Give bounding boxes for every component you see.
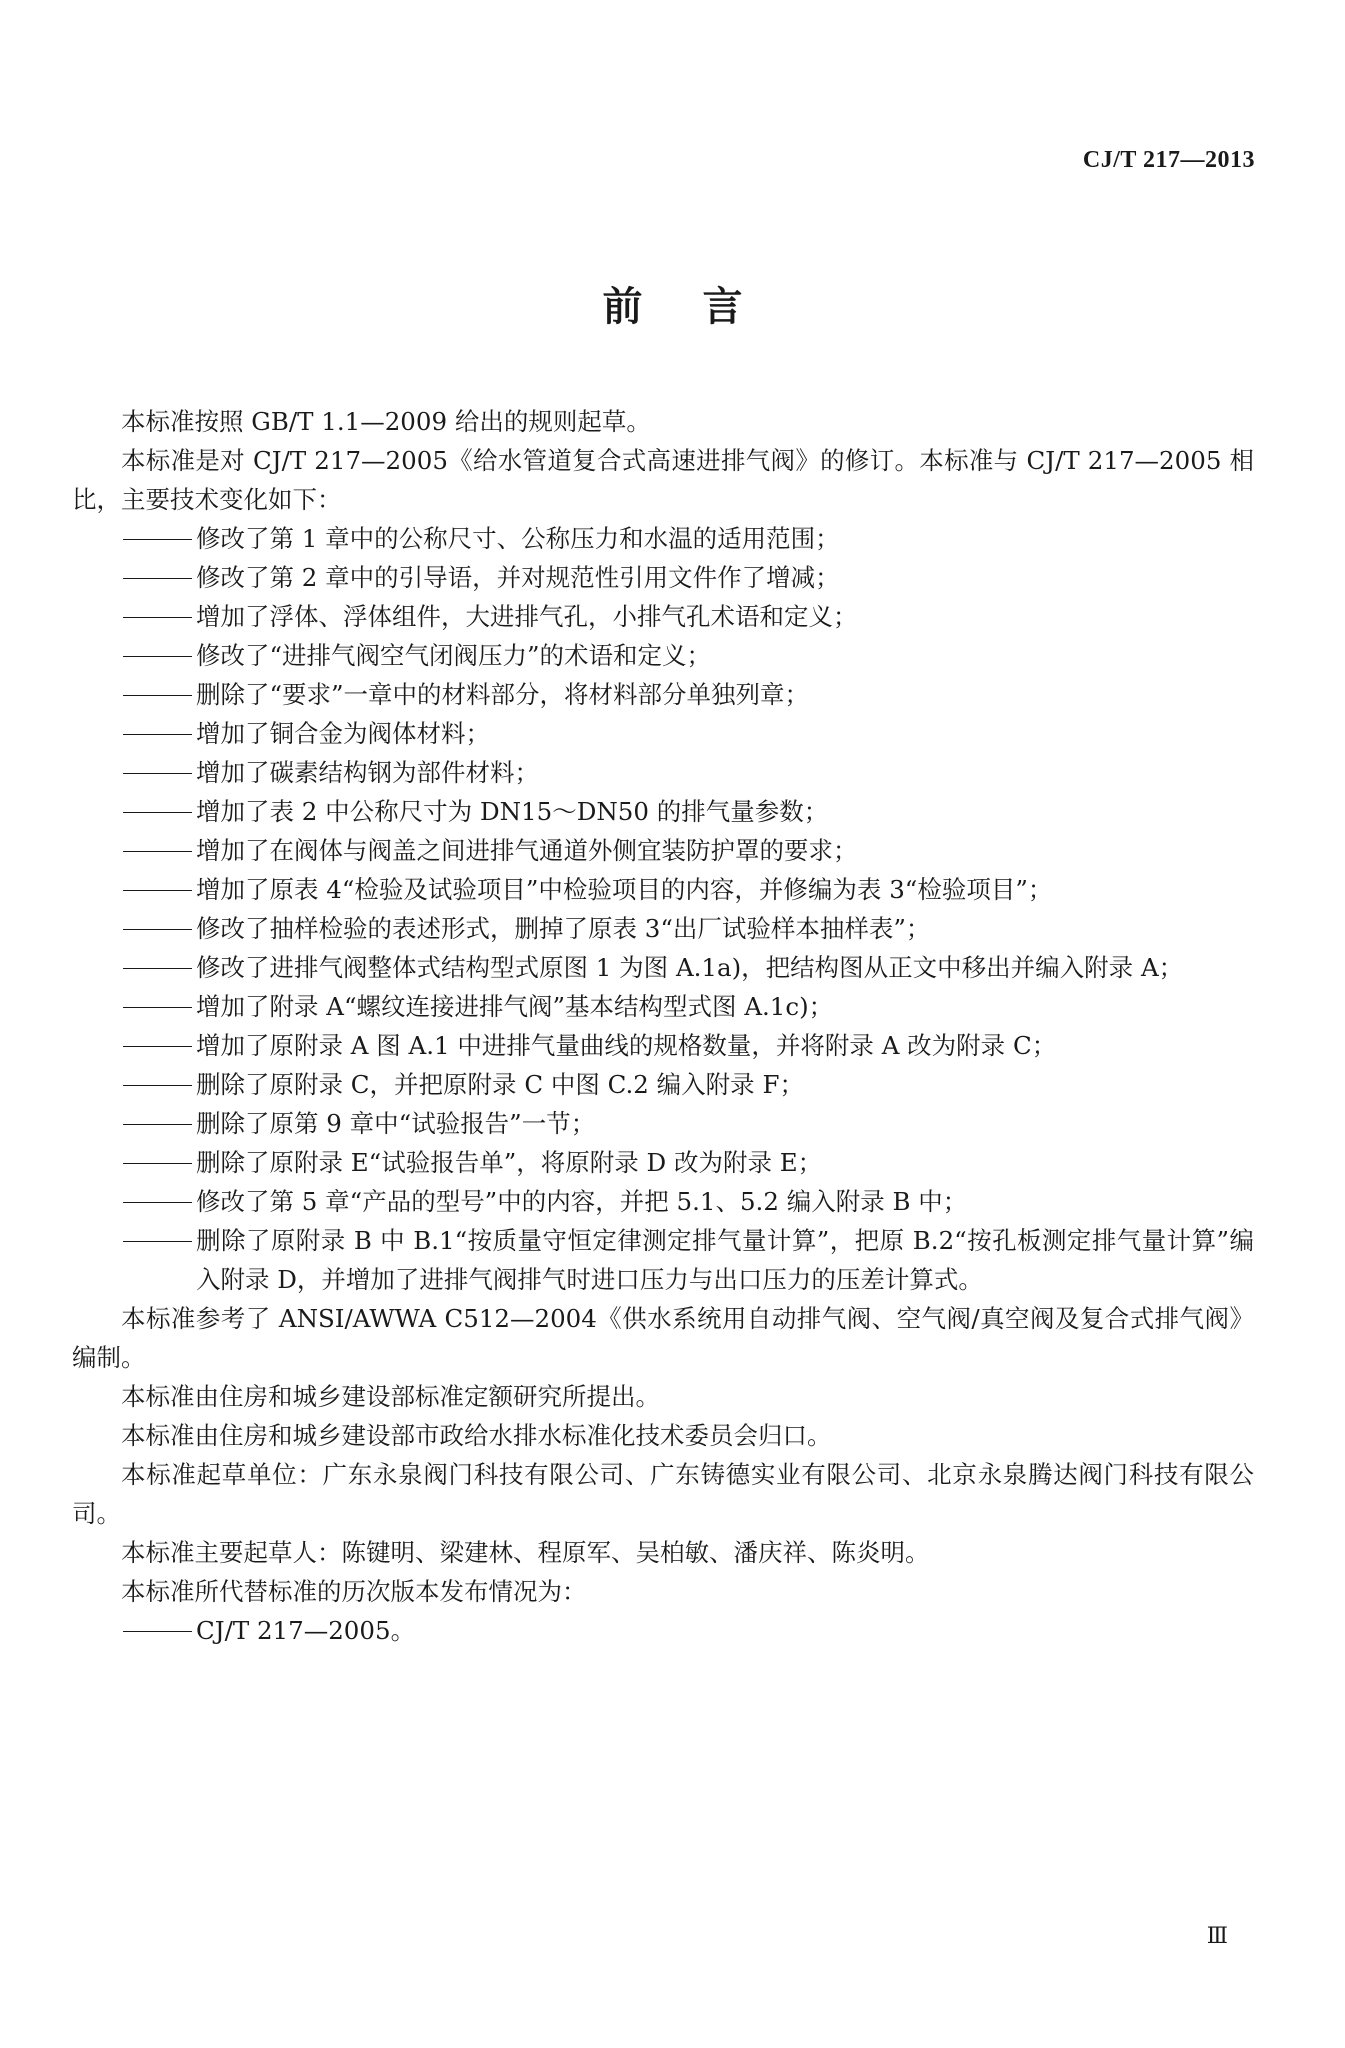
list-item [72,1221,1254,1299]
list-item [72,1065,1254,1104]
list-item [72,1143,1254,1182]
page-number: Ⅲ [1206,1923,1228,1948]
list-item [72,831,1254,870]
list-item-text: 增加了铜合金为阀体材料； [196,719,490,748]
list-item-text: 删除了“要求”一章中的材料部分，将材料部分单独列章； [196,680,810,709]
paragraph: 本标准所代替标准的历次版本发布情况为： [121,1577,587,1606]
list-item-text: 删除了原附录 E“试验报告单”，将原附录 D 改为附录 E； [196,1148,823,1177]
list-item-text: 删除了原第 9 章中“试验报告”一节； [196,1109,596,1138]
list-item-text: 修改了第 2 章中的引导语，并对规范性引用文件作了增减； [196,563,840,592]
list-item [72,870,1254,909]
history-list [72,1611,1254,1650]
paragraph: 本标准由住房和城乡建设部市政给水排水标准化技术委员会归口。 [121,1421,832,1450]
list-item-text: 增加了原附录 A 图 A.1 中进排气量曲线的规格数量，并将附录 A 改为附录 C； [196,1031,1057,1060]
list-item-text: 增加了浮体、浮体组件，大进排气孔，小排气孔术语和定义； [196,602,858,631]
paragraph: 本标准是对 CJ/T 217—2005《给水管道复合式高速进排气阀》的修订。本标准与 CJ/T 217—2005 相比，主要技术变化如下： [72,446,1254,514]
list-item-text: CJ/T 217—2005。 [196,1616,416,1645]
list-item [72,519,1254,558]
paragraph: 本标准参考了 ANSI/AWWA C512—2004《供水系统用自动排气阀、空气阀/真空阀及复合式排气阀》编制。 [72,1304,1254,1372]
standard-number: CJ/T 217—2013 [1082,147,1255,173]
changes-list [72,519,1254,1299]
list-item [72,597,1254,636]
list-item [72,558,1254,597]
list-item-text: 删除了原附录 C，并把原附录 C 中图 C.2 编入附录 F； [196,1070,804,1099]
paragraph: 本标准主要起草人：陈键明、梁建林、程原军、吴柏敏、潘庆祥、陈炎明。 [121,1538,930,1567]
list-item [72,792,1254,831]
list-item-text: 增加了附录 A“螺纹连接进排气阀”基本结构型式图 A.1c)； [196,992,834,1021]
paragraph: 本标准由住房和城乡建设部标准定额研究所提出。 [121,1382,660,1411]
list-item [72,1104,1254,1143]
list-item [72,753,1254,792]
list-item [72,987,1254,1026]
list-item [72,1182,1254,1221]
list-item-text: 增加了表 2 中公称尺寸为 DN15～DN50 的排气量参数； [196,797,829,826]
list-item [72,675,1254,714]
list-item-text: 删除了原附录 B 中 B.1“按质量守恒定律测定排气量计算”，把原 B.2“按孔板测定排气量计算”编入附录 D，并增加了进排气阀排气时进口压力与出口压力的压差计算式。 [196,1226,1254,1294]
foreword-body [72,402,1254,1650]
paragraph: 本标准起草单位：广东永泉阀门科技有限公司、广东铸德实业有限公司、北京永泉腾达阀门科技有限公司。 [72,1460,1254,1528]
list-item-text: 增加了碳素结构钢为部件材料； [196,758,539,787]
list-item [72,948,1254,987]
list-item [72,909,1254,948]
list-item-text: 修改了第 1 章中的公称尺寸、公称压力和水温的适用范围； [196,524,840,553]
page-title: 前言 [602,284,803,330]
list-item [72,1611,1254,1650]
list-item [72,1026,1254,1065]
list-item-text: 增加了原表 4“检验及试验项目”中检验项目的内容，并修编为表 3“检验项目”； [196,875,1053,904]
list-item-text: 修改了进排气阀整体式结构型式原图 1 为图 A.1a)，把结构图从正文中移出并编入附录 A； [196,953,1184,982]
list-item-text: 修改了抽样检验的表述形式，删掉了原表 3“出厂试验样本抽样表”； [196,914,931,943]
list-item-text: 增加了在阀体与阀盖之间进排气通道外侧宜装防护罩的要求； [196,836,858,865]
list-item-text: 修改了第 5 章“产品的型号”中的内容，并把 5.1、5.2 编入附录 B 中； [196,1187,968,1216]
list-item [72,636,1254,675]
paragraph: 本标准按照 GB/T 1.1—2009 给出的规则起草。 [121,407,651,436]
list-item [72,714,1254,753]
list-item-text: 修改了“进排气阀空气闭阀压力”的术语和定义； [196,641,712,670]
